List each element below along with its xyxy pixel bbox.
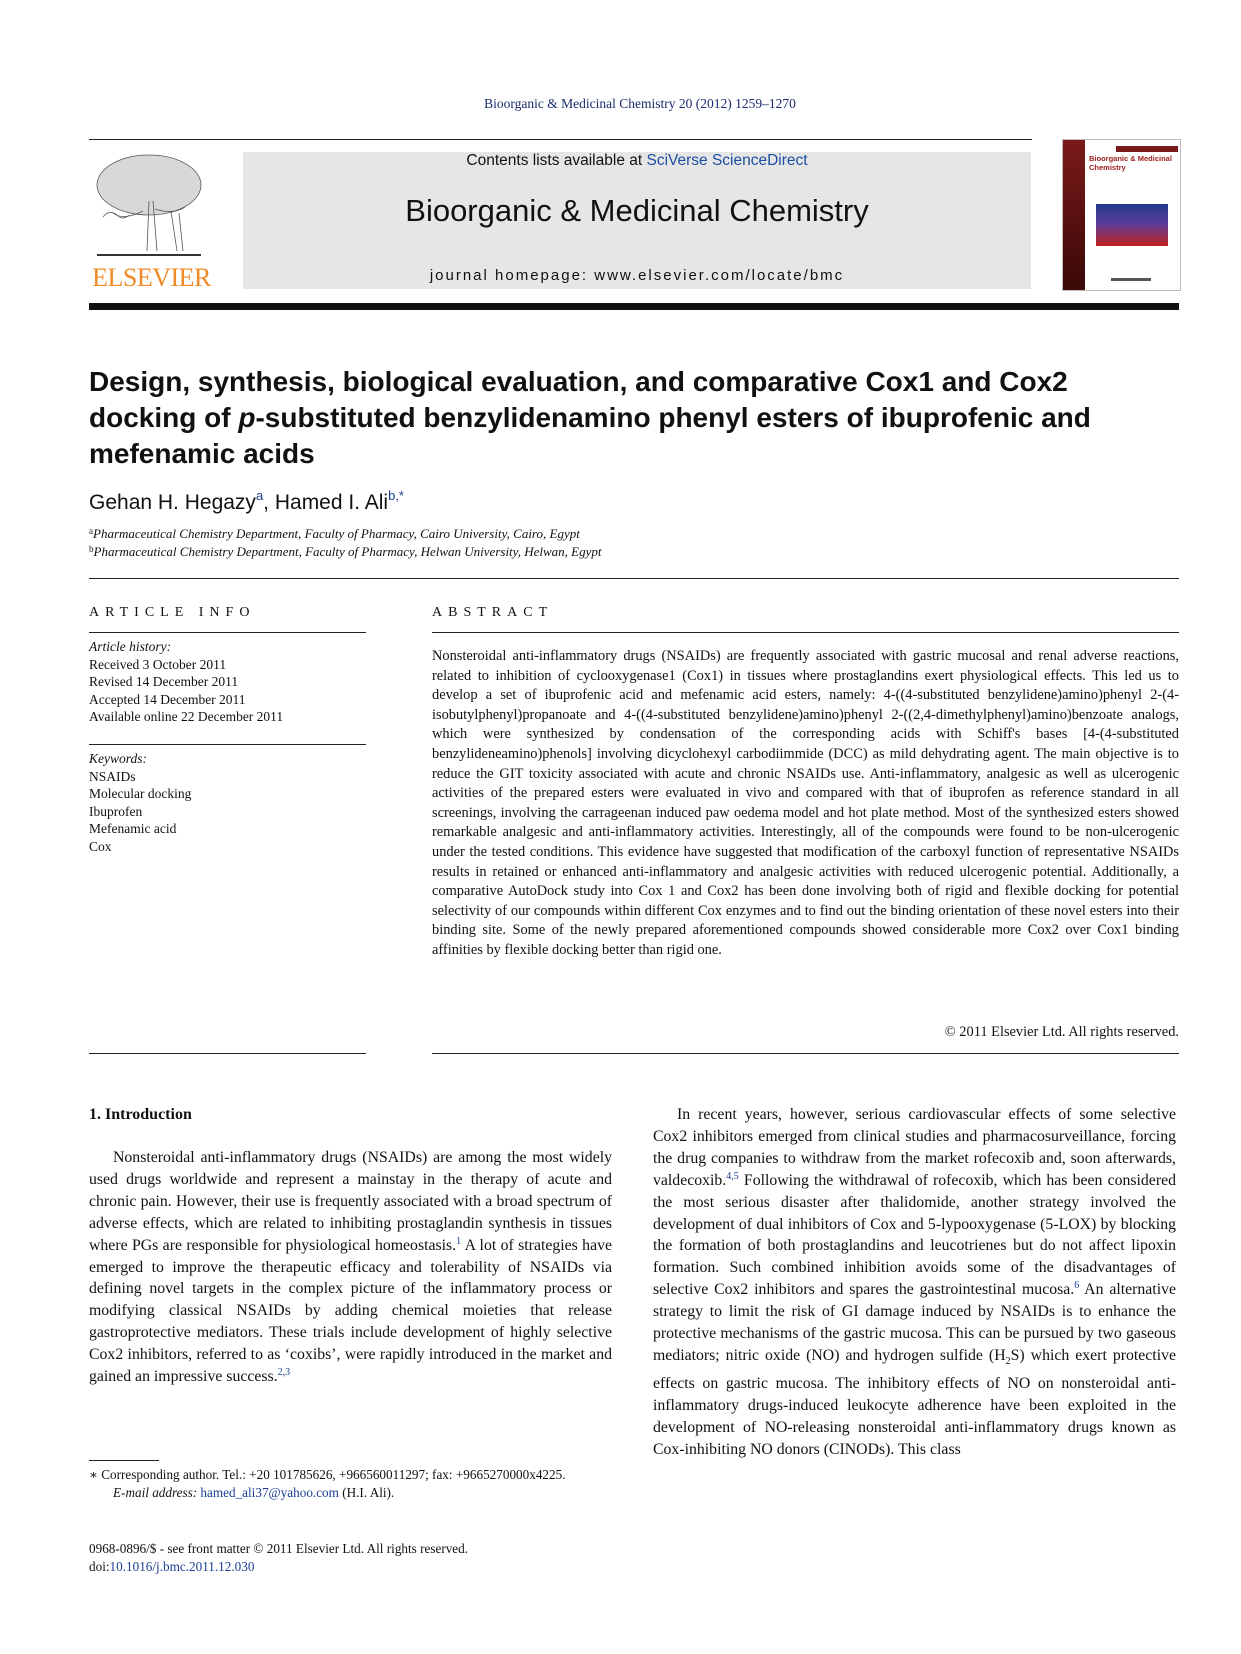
author-affiliation-link[interactable]: b,* [388, 488, 404, 503]
sciencedirect-link[interactable]: SciVerse ScienceDirect [646, 152, 808, 169]
cover-image [1096, 204, 1168, 246]
affiliation [89, 544, 602, 560]
email-link[interactable]: hamed_ali37@yahoo.com [200, 1484, 339, 1500]
affiliation-text: Pharmaceutical Chemistry Department, Faculty of Pharmacy, Helwan University, Helwan, Egypt [93, 544, 602, 559]
section-rule [89, 578, 1179, 579]
doi-link[interactable]: 10.1016/j.bmc.2011.12.030 [109, 1558, 255, 1574]
keyword: Mefenamic acid [89, 821, 177, 837]
header-thick-rule [89, 303, 1179, 310]
body-column-right [653, 1104, 1176, 1461]
body-column-left [89, 1147, 612, 1388]
keywords-label: Keywords: [89, 751, 147, 766]
keyword: Cox [89, 838, 112, 854]
journal-banner [243, 152, 1031, 289]
front-matter [89, 1540, 468, 1575]
contents-prefix: Contents lists available at [466, 152, 647, 169]
cover-spine [1063, 140, 1085, 290]
keywords [89, 750, 369, 856]
article-history [89, 638, 369, 726]
subscript: 2 [1005, 1356, 1011, 1368]
keyword: NSAIDs [89, 768, 136, 784]
journal-citation[interactable]: Bioorganic & Medicinal Chemistry 20 (2012) 1259–1270 [484, 96, 796, 111]
doi-label: doi: [89, 1558, 110, 1574]
history-online: Available online 22 December 2011 [89, 709, 284, 725]
paragraph [89, 1147, 612, 1388]
journal-homepage[interactable]: journal homepage: www.elsevier.com/locate/bmc [429, 267, 845, 284]
history-received: Received 3 October 2011 [89, 656, 227, 672]
history-label: Article history: [89, 639, 172, 654]
abstract-bottom-rule [432, 1053, 1179, 1054]
elsevier-tree-icon [93, 151, 205, 263]
paragraph-text: S) which exert protective effects on gastric mucosa. The inhibitory effects of NO on nonsteroidal anti-inflammatory drugs-induced leukocyte adherence have been exploited in the development of NO-releasing nonsteroidal anti-inflammatory drugs known as Cox-inhibiting NO donors (CINODs). This class [653, 1346, 1176, 1458]
paragraph-text: In recent years, however, serious cardiovascular effects of some selective Cox2 inhibitors emerged from clinical studies and pharmacosurveillance, forcing the drug companies to withdraw from the market rofecoxib and, soon afterwards, valdecoxib. [653, 1106, 1176, 1189]
doi-line [89, 1558, 468, 1576]
cover-footer [1111, 278, 1151, 281]
article-info-rule [89, 632, 366, 633]
title-text: Design, synthesis, biological evaluation, and comparative Cox1 and Cox2 docking of [89, 366, 1068, 433]
title-italic: p [238, 402, 256, 433]
affiliation-marker: b [89, 544, 94, 554]
affiliation-marker: a [89, 526, 93, 536]
email-suffix: (H.I. Ali). [338, 1484, 395, 1500]
cover-topbar [1116, 146, 1178, 152]
corresponding-author-text: ∗ Corresponding author. Tel.: +20 101785626, +966560011297; fax: +9665270000x4225. [89, 1467, 566, 1482]
affiliation-text: Pharmaceutical Chemistry Department, Faculty of Pharmacy, Cairo University, Cairo, Egypt [93, 526, 580, 541]
author-name: Hamed I. Ali [274, 491, 389, 514]
article-title [89, 364, 1179, 472]
keywords-rule [89, 744, 366, 745]
keyword: Ibuprofen [89, 803, 143, 819]
article-info-heading: ARTICLE INFO [89, 605, 256, 620]
history-accepted: Accepted 14 December 2011 [89, 691, 246, 707]
corresponding-author-footnote [89, 1466, 612, 1501]
article-info-bottom-rule [89, 1053, 366, 1054]
journal-title: Bioorganic & Medicinal Chemistry [405, 193, 869, 228]
contents-line [243, 152, 1031, 170]
author-name: Gehan H. Hegazy [89, 491, 256, 514]
author-list [89, 488, 404, 515]
journal-cover-thumbnail[interactable] [1062, 139, 1181, 291]
abstract-text: Nonsteroidal anti-inflammatory drugs (NSAIDs) are frequently associated with gastric mucosal and renal adverse reactions, related to inhibition of cyclooxygenase1 (Cox1) in tissues where prostaglandins exert physiological effects. This led us to develop a set of ibuprofenic acid and mefenamic acid esters, namely: 4-((4-substituted benzylidene)amino)phenyl 2-(4-isobutylphenyl)propanoate and 4-((4-substituted benzylidene)amino)phenyl 2-((2,4-dimethylphenyl)amino)benzoate analogs, which were synthesized by condensation of the corresponding acids with Schiff's bases [4-(4-substituted benzylideneamino)phenols] involving dicyclohexyl carbodiimmide (DCC) as mild dehydrating agent. The main objective is to reduce the GIT toxicity associated with acute and chronic NSAIDs use. Anti-inflammatory, analgesic as well as ulcerogenic activities of the prepared esters were evaluated in vivo and compared with that of ibuprofen as reference standard in all screenings, involving the carrageenan induced paw oedema model and hot plate method. Most of the synthesized esters showed remarkable analgesic and anti-inflammatory activities. Interestingly, all of the compounds were found to be non-ulcerogenic under the tested conditions. This evidence have suggested that modification of the carboxyl function of representative NSAIDs results in retained or enhanced anti-inflammatory and analgesic activities with reduced ulcerogenic potential. Additionally, a comparative AutoDock study into Cox 1 and Cox2 has been done involving both of rigid and flexible docking for potential selectivity of our compounds within different Cox enzymes and to find out the binding orientation of these novel esters into their binding site. Some of the newly prepared aforementioned compounds showed considerable more Cox2 over Cox1 binding affinities by flexible docking better than rigid one. [432, 648, 1179, 958]
paragraph [653, 1104, 1176, 1461]
paragraph-text: Following the withdrawal of rofecoxib, which has been considered the most serious disaster after thalidomide, another strategy involved the development of dual inhibitors of Cox and 5-lypooxygenase (5-LOX) by blocking the formation of both prostaglandins and leucotrienes but do not affect lipoxin formation. Such combined inhibition avoids some of the disadvantages of selective Cox2 inhibitors and spares the gastrointestinal mucosa. [653, 1171, 1176, 1299]
affiliation [89, 526, 580, 542]
footnote-rule [89, 1460, 159, 1461]
paragraph-text: An alternative strategy to limit the risk of GI damage induced by NSAIDs is to enhance the protective mechanisms of the gastric mucosa. This can be pursued by two gaseous mediators; nitric oxide (NO) and hydrogen sulfide (H [653, 1281, 1176, 1364]
cover-title: Bioorganic & Medicinal Chemistry [1089, 154, 1172, 172]
email-line [89, 1484, 612, 1502]
reference-link[interactable]: 2,3 [277, 1367, 291, 1379]
paragraph-text: A lot of strategies have emerged to improve the therapeutic efficacy and tolerability of NSAIDs via defining novel targets in the complex picture of the inflammatory process or modifying classical NSAIDs by adding chemical moieties that release gastroprotective mediators. These trials include development of highly selective Cox2 inhibitors, referred to as ‘coxibs’, were rapidly introduced in the market and gained an impressive success. [89, 1236, 612, 1386]
keyword: Molecular docking [89, 786, 192, 802]
author-separator: , [263, 491, 275, 514]
reference-link[interactable]: 6 [1074, 1280, 1080, 1292]
header-rule [89, 139, 1032, 140]
history-revised: Revised 14 December 2011 [89, 674, 239, 690]
front-matter-text: 0968-0896/$ - see front matter © 2011 Elsevier Ltd. All rights reserved. [89, 1541, 469, 1556]
paragraph-text: Nonsteroidal anti-inflammatory drugs (NSAIDs) are among the most widely used drugs worldwide and represent a mainstay in the therapy of acute and chronic pain. However, their use is frequently associated with a broad spectrum of adverse effects, which are related to inhibiting prostaglandin synthesis in tissues where PGs are responsible for physiological homeostasis. [89, 1149, 612, 1254]
elsevier-logo[interactable] [89, 151, 214, 291]
section-heading-introduction: 1. Introduction [89, 1106, 192, 1123]
reference-link[interactable]: 1 [456, 1235, 462, 1247]
abstract-copyright: © 2011 Elsevier Ltd. All rights reserved. [944, 1024, 1179, 1040]
author-affiliation-link[interactable]: a [255, 488, 264, 503]
abstract-heading: ABSTRACT [432, 605, 554, 620]
email-label: E-mail address: [113, 1484, 201, 1500]
reference-link[interactable]: 4,5 [726, 1170, 739, 1182]
abstract-rule [432, 632, 1179, 633]
title-text-cont: -substituted benzylidenamino phenyl esters of ibuprofenic and mefenamic acids [89, 402, 1091, 469]
publisher-wordmark: ELSEVIER [92, 263, 211, 292]
